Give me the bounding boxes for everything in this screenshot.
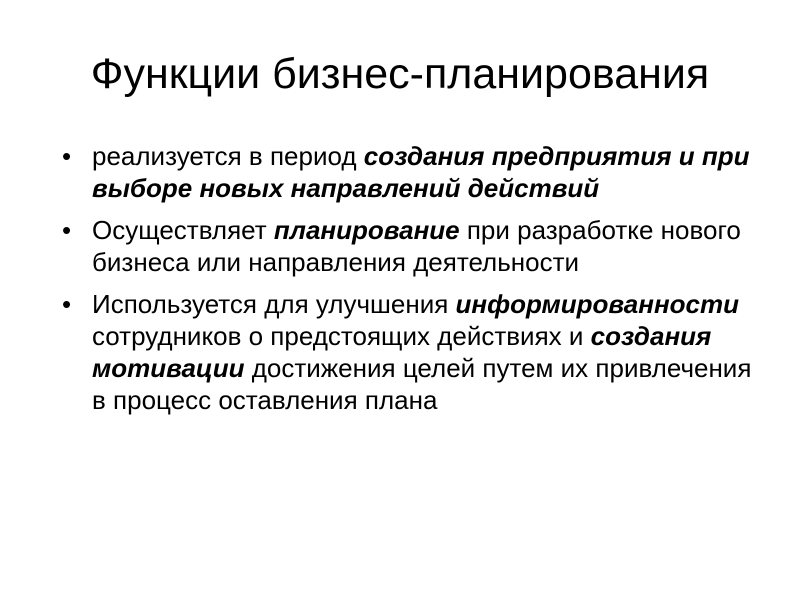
bullet-text-emphasis: информированности [455,289,739,319]
bullet-marker: • [62,141,72,171]
bullet-text-emphasis: планирование [273,215,460,245]
bullet-marker: • [62,289,72,319]
bullet-text [92,141,750,203]
bullet-text-plain: достижения целей путем их привлечения в процесс оставления плана [92,353,752,415]
bullet-item-3 [62,288,752,416]
bullet-text-plain: при разработке нового бизнеса или направления деятельности [92,215,741,277]
slide-title: Функции бизнес-планирования [90,50,710,98]
bullet-item-2 [62,214,752,278]
bullet-list [62,140,752,426]
bullet-text-plain: реализуется в период [92,141,364,171]
bullet-text-plain: Осуществляет [92,215,274,245]
bullet-item-1 [62,140,752,204]
bullet-text-emphasis: создания мотивации [92,321,712,383]
bullet-text-plain: сотрудников о предстоящих действиях и [92,321,591,351]
bullet-text [92,289,751,415]
bullet-text-plain: Используется для улучшения [92,289,456,319]
bullet-marker: • [62,215,72,245]
bullet-text-emphasis: создания предприятия и при выборе новых направлений действий [92,141,750,203]
bullet-text [92,215,741,277]
